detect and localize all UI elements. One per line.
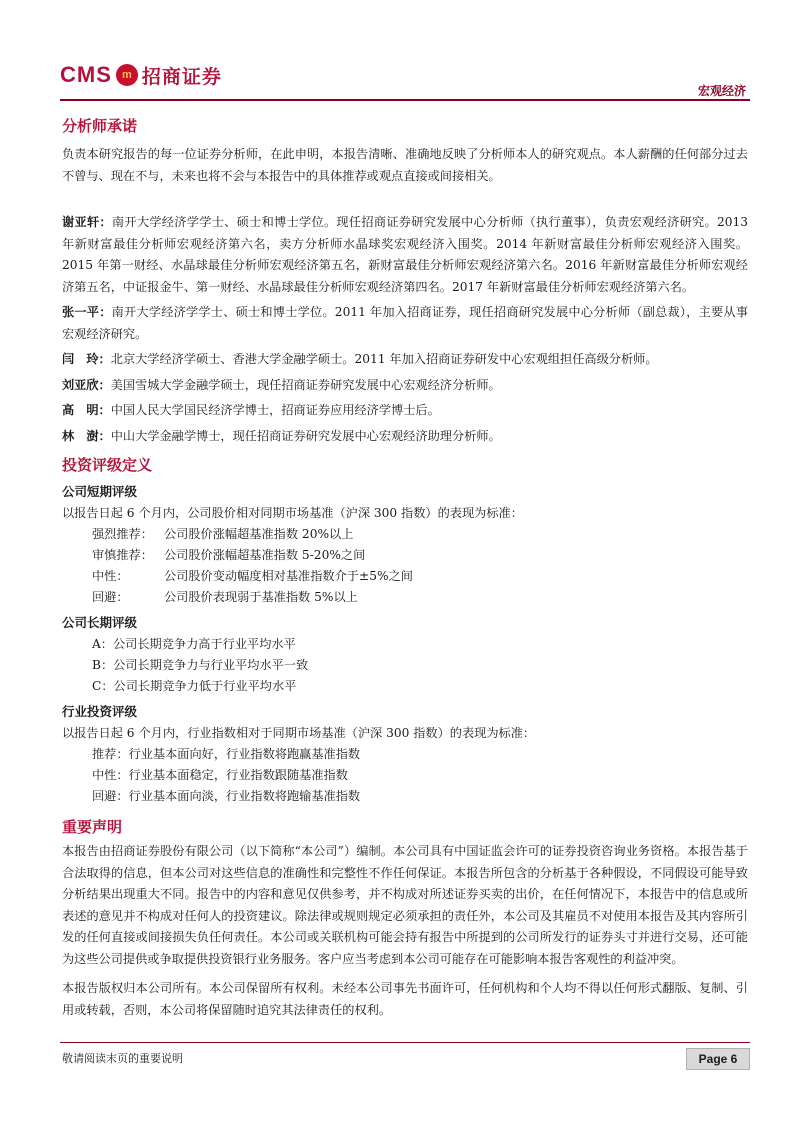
long-term-rating-heading: 公司长期评级 (62, 615, 138, 630)
rating-row (62, 524, 748, 545)
logo-cms-text: CMS (60, 62, 112, 87)
long-term-rating-row: A：公司长期竞争力高于行业平均水平 (92, 637, 296, 651)
analyst-bio (62, 212, 748, 298)
footer-divider (60, 1042, 750, 1043)
logo-company-name: 招商证券 (141, 65, 222, 88)
analyst-desc: 北京大学经济学硕士、香港大学金融学硕士。2011 年加入招商证券研发中心宏观组担任高级分析师。 (110, 352, 658, 366)
short-term-rating-intro (62, 503, 748, 524)
footer-note: 敬请阅读末页的重要说明 (62, 1052, 183, 1065)
analyst-bio (62, 426, 748, 448)
analyst-desc: 南开大学经济学学士、硕士和博士学位。2011 年加入招商证券，现任招商研究发展中心分析师（副总裁），主要从事宏观经济研究。 (62, 305, 749, 341)
page-footer (60, 1042, 750, 1072)
analyst-bio (62, 375, 748, 397)
industry-rating-intro: 以报告日起 6 个月内，行业指数相对于同期市场基准（沪深 300 指数）的表现为标准： (62, 726, 536, 740)
analyst-name: 林 澍： (62, 428, 111, 443)
rating-row (62, 566, 748, 587)
industry-rating-row: 中性：行业基本面稳定，行业指数跟随基准指数 (92, 768, 348, 782)
industry-rating-row: 推荐：行业基本面向好，行业指数将跑赢基准指数 (92, 747, 361, 761)
analyst-bio (62, 400, 748, 422)
rating-row (62, 545, 748, 566)
analyst-commitment-text: 负责本研究报告的每一位证券分析师，在此申明，本报告清晰、准确地反映了分析师本人的研究观点。本人薪酬的任何部分过去不曾与、现在不与，未来也将不会与本报告中的具体推荐或观点直接或间接相关。 (62, 147, 748, 183)
analyst-name: 刘亚欣： (62, 377, 111, 392)
rating-desc: 公司股价涨幅超基准指数 20%以上 (164, 527, 354, 541)
disclaimer-paragraph: 本报告由招商证券股份有限公司（以下简称“本公司”）编制。本公司具有中国证监会许可的证券投资咨询业务资格。本报告基于合法取得的信息，但本公司对这些信息的准确性和完整性不作任何保证。本报告所包含的分析基于各种假设，不同假设可能导致分析结果出现重大不同。报告中的内容和意见仅供参考，并不构成对所述证券买卖的出价，在任何情况下，本报告中的信息或所表述的意见并不构成对任何人的投资建议。除法律或规则规定必须承担的责任外，本公司及其雇员不对使用本报告及其内容所引发的任何直接或间接损失负任何责任。本公司或关联机构可能会持有报告中所提到的公司所发行的证券头寸并进行交易，还可能为这些公司提供或争取提供投资银行业务服务。客户应当考虑到本公司可能存在可能影响本报告客观性的利益冲突。 (62, 844, 748, 966)
analyst-commitment-heading: 分析师承诺 (62, 117, 138, 135)
rating-definition-heading: 投资评级定义 (62, 456, 153, 474)
page-number: Page 6 (686, 1048, 750, 1070)
analyst-desc: 美国雪城大学金融学硕士，现任招商证券研究发展中心宏观经济分析师。 (110, 377, 501, 392)
rating-label: 审慎推荐： (92, 548, 153, 562)
header-divider (60, 99, 750, 101)
page-header (60, 52, 750, 100)
long-term-rating-row: B：公司长期竞争力与行业平均水平一致 (92, 658, 309, 672)
industry-rating-row: 回避：行业基本面向淡，行业指数将跑输基准指数 (92, 789, 361, 803)
logo-mark-icon: m (116, 64, 138, 86)
rating-desc: 公司股价涨幅超基准指数 5-20%之间 (164, 548, 366, 562)
rating-label: 回避： (92, 590, 129, 604)
intro-text: 以报告日起 6 个月内，公司股价相对同期市场基准（沪深 300 指数）的表现为标准： (62, 506, 523, 520)
rating-desc: 公司股价表现弱于基准指数 5%以上 (164, 590, 358, 604)
page-content (62, 114, 748, 1021)
analyst-desc: 中国人民大学国民经济学博士，招商证券应用经济学博士后。 (110, 403, 440, 417)
short-term-rating-heading: 公司短期评级 (62, 484, 138, 499)
analyst-name: 谢亚轩： (62, 215, 112, 229)
long-term-rating-row: C：公司长期竞争力低于行业平均水平 (92, 679, 297, 693)
analyst-desc: 南开大学经济学学士、硕士和博士学位。现任招商证券研究发展中心分析师（执行董事），负责宏观经济研究。2013 年新财富最佳分析师宏观经济第六名，卖方分析师水晶球奖宏观经济入围奖。2014 年新财富最佳分析师宏观经济入围奖。2015 年第一财经、水晶球最佳分析师宏观经济第五名，新财富最佳分析师宏观经济第六名。2016 年新财富最佳分析师宏观经济第五名，中证报金牛、第一财经、水晶球最佳分析师宏观经济第四名。2017 年新财富最佳分析师宏观经济第六名。 (62, 215, 749, 294)
industry-rating-heading: 行业投资评级 (62, 704, 138, 719)
rating-label: 中性： (92, 569, 129, 583)
analyst-name: 闫 玲： (62, 352, 111, 366)
section-tag: 宏观经济 (697, 84, 746, 98)
analyst-bio (62, 302, 748, 345)
analyst-desc: 中山大学金融学博士，现任招商证券研究发展中心宏观经济助理分析师。 (110, 428, 501, 443)
rating-desc: 公司股价变动幅度相对基准指数介于±5%之间 (164, 569, 413, 583)
rating-row (62, 587, 748, 608)
analyst-bio (62, 349, 748, 371)
analyst-bios (62, 212, 748, 447)
rating-label: 强烈推荐： (92, 527, 153, 541)
company-logo (60, 60, 222, 90)
copyright-paragraph: 本报告版权归本公司所有。本公司保留所有权利。未经本公司事先书面许可，任何机构和个人均不得以任何形式翻版、复制、引用或转载，否则，本公司将保留随时追究其法律责任的权利。 (62, 981, 748, 1017)
analyst-name: 高 明： (62, 403, 111, 417)
disclaimer-heading: 重要声明 (62, 818, 123, 836)
analyst-name: 张一平： (62, 305, 112, 319)
